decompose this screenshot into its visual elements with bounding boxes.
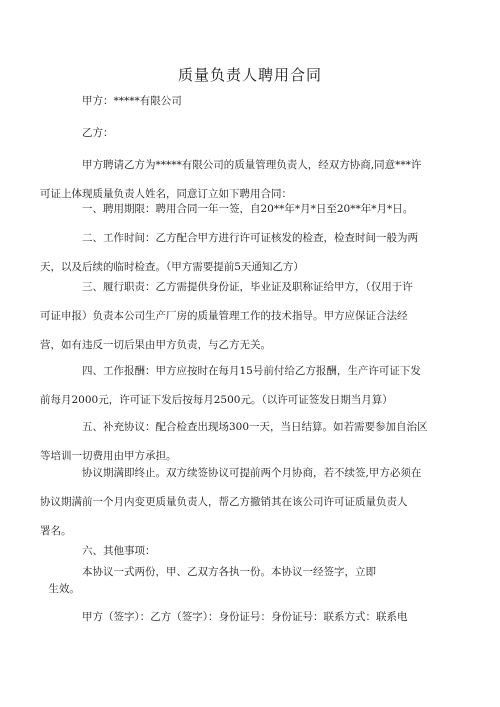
section-6-other (61, 537, 441, 566)
party-b-text: 乙方： (82, 127, 114, 139)
section-4-line-2: 前每月2000元，许可证下发后按每月2500元。（以许可证签发日期当月算） (40, 394, 393, 406)
section-6-heading: 六、其他事项： (82, 545, 156, 557)
signature-line (61, 603, 441, 632)
termination-line-1: 协议期满即终止。双方续签协议可提前两个月协商，若不续签,甲方必须在 (82, 467, 422, 479)
section-5-line-2: 等培训一切费用由甲方承担。 (40, 450, 177, 462)
party-a-text: 甲方：*****有限公司 (82, 95, 182, 107)
intro-line-1: 甲方聘请乙方为*****有限公司的质量管理负责人，经双方协商,同意***许 (82, 159, 422, 171)
section-6-copies-line-2: 生效。 (48, 583, 80, 595)
section-4-remuneration (40, 357, 441, 415)
section-6-copies (48, 564, 441, 598)
section-2-line-1: 二、工作时间：乙方配合甲方进行许可证核发的检查，检查时间一般为两 (82, 232, 418, 244)
section-3-line-2: 可证申报）负责本公司生产厂房的质量管理工作的技术指导。甲方应保证合法经 (40, 310, 408, 322)
contract-title: 质量负责人聘用合同 (177, 66, 322, 84)
signature-text: 甲方（签字）：乙方（签字）：身份证号：身份证号：联系方式：联系电 (82, 611, 408, 623)
party-a (61, 87, 441, 116)
termination-paragraph (40, 459, 441, 546)
section-3-duties (40, 273, 441, 360)
party-b (61, 119, 441, 148)
section-6-copies-line-1: 本协议一式两份，甲、乙双方各执一份。本协议一经签字，立即 (82, 566, 376, 578)
section-1-line: 一、聘用期限：聘用合同一年一签，自20**年*月*日至20**年*月*日。 (82, 203, 414, 215)
section-1-term (61, 195, 441, 224)
intro-line-2: 可证上体现质量负责人姓名，同意订立如下聘用合同： (40, 188, 292, 200)
section-2-line-2: 天，以及后续的临时检查。（甲方需要提前5天通知乙方） (40, 261, 304, 273)
section-3-line-1: 三、履行职责：乙方需提供身份证，毕业证及职称证给甲方，（仅用于许 (82, 281, 413, 293)
section-3-line-3: 营，如有违反一切后果由甲方负责，与乙方无关。 (40, 339, 271, 351)
termination-line-2: 协议期满前一个月内变更质量负责人，帮乙方撤销其在该公司许可证质量负责人 (40, 496, 408, 508)
section-5-line-1: 五、补充协议：配合检查出现场300一天，当日结算。如若需要参加自治区 (82, 421, 428, 433)
termination-line-3: 署名。 (40, 525, 72, 537)
section-4-line-1: 四、工作报酬：甲方应按时在每月15号前付给乙方报酬，生产许可证下发 (82, 365, 421, 377)
